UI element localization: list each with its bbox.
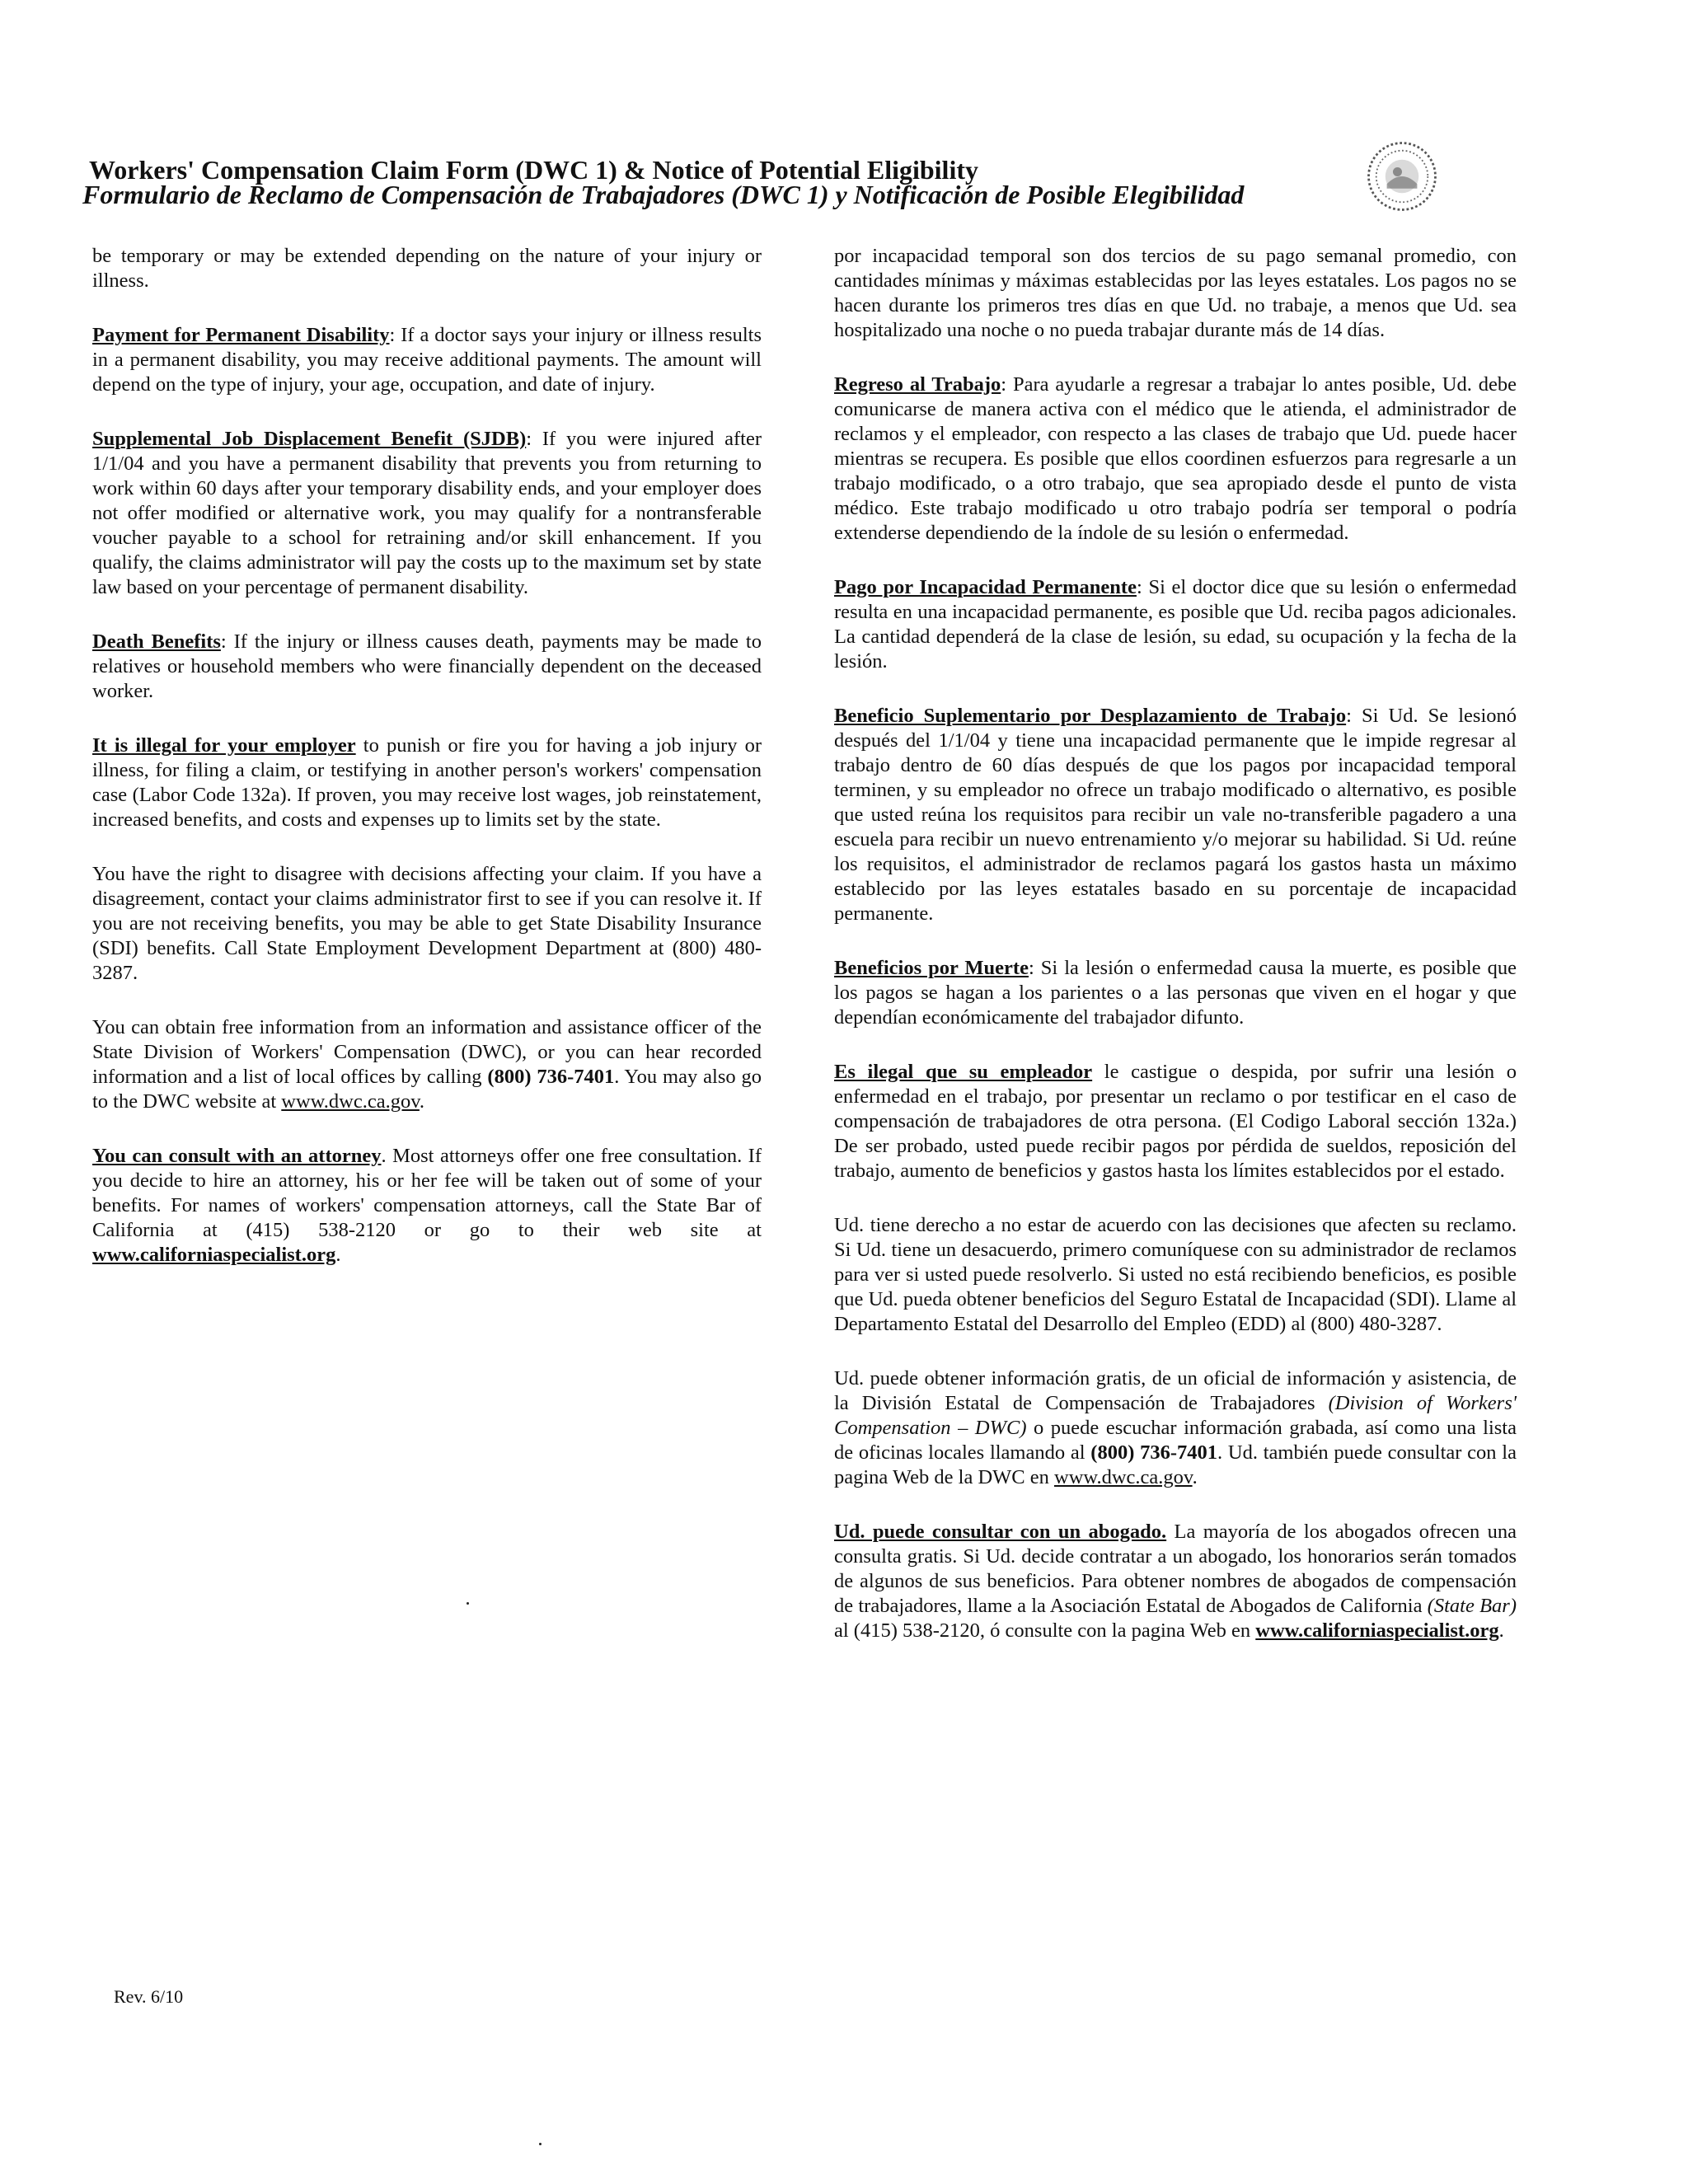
para-pago-incapacidad: Pago por Incapacidad Permanente: Si el doctor dice que su lesión o enfermedad resulta en una incapacidad permanente, es posible que Ud. reciba pagos adicionales. La cantidad dependerá de la clase de lesión, su edad, su ocupación y la fecha de la lesión. — [834, 576, 1517, 673]
heading-beneficio-suplementario: Beneficio Suplementario por Desplazamiento de Trabajo — [834, 705, 1347, 727]
para-beneficios-muerte: Beneficios por Muerte: Si la lesión o enfermedad causa la muerte, es posible que los pagos se hagan a los parientes o a las personas que viven en el hogar y que dependían económicamente del trabajador difunto. — [834, 957, 1517, 1029]
para-free-information: You can obtain free information from an information and assistance officer of the State Division of Workers' Compensation (DWC), or you can hear recorded information and a list of local offices by calling (800) 736-7401. You may also go to the DWC website at www.dwc.ca.gov. — [92, 1016, 762, 1113]
heading-sjdb: Supplemental Job Displacement Benefit (SJDB) — [92, 428, 527, 450]
heading-permanent-disability: Payment for Permanent Disability — [92, 324, 390, 346]
para-sjdb: Supplemental Job Displacement Benefit (SJDB): If you were injured after 1/1/04 and you have a permanent disability that prevents you from returning to work within 60 days after your temporary disability ends, and your employer does not offer modified or alternative work, you may qualify for a nontransferable voucher payable to a school for retraining and/or skill enhancement. If you qualify, the claims administrator will pay the costs up to the maximum set by state law based on your percentage of permanent disability. — [92, 428, 762, 598]
para-es-ilegal: Es ilegal que su empleador le castigue o despida, por sufrir una lesión o enfermedad en el trabajo, por presentar un reclamo o por testificar en el caso de compensación de trabajadores de otra persona. (El Codigo Laboral sección 132a.) De ser probado, usted puede recibir pagos por pérdida de sueldos, reposición del trabajo, aumento de beneficios y gastos hasta los límites establecidos por el estado. — [834, 1061, 1517, 1182]
para-right-to-disagree: You have the right to disagree with decisions affecting your claim. If you have a disagreement, contact your claims administrator first to see if you can resolve it. If you are not receiving benefits, you may be able to get State Disability Insurance (SDI) benefits. Call State Employment Development Department at (800) 480-3287. — [92, 863, 762, 984]
state-seal-icon — [1364, 138, 1440, 214]
scan-speck — [539, 2143, 542, 2145]
heading-consult-attorney: You can consult with an attorney — [92, 1145, 382, 1167]
heading-regreso-trabajo: Regreso al Trabajo — [834, 373, 1001, 396]
link-dwc-website[interactable]: www.dwc.ca.gov — [281, 1090, 420, 1113]
heading-beneficios-muerte: Beneficios por Muerte — [834, 957, 1029, 979]
phone-dwc: (800) 736-7401 — [487, 1066, 615, 1088]
para-incapacidad-temporal-cont: por incapacidad temporal son dos tercios de su pago semanal promedio, con cantidades mínimas y máximas establecidas por las leyes estatales. Los pagos no se hacen durante los primeros tres días en que Ud. no trabaje, a menos que Ud. sea hospitalizado una noche o no pueda trabajar durante más de 14 días. — [834, 245, 1517, 341]
heading-illegal-employer: It is illegal for your employer — [92, 734, 356, 757]
para-consult-attorney: You can consult with an attorney. Most attorneys offer one free consultation. If you decide to hire an attorney, his or her fee will be taken out of some of your benefits. For names of workers' compensation attorneys, call the State Bar of California at (415) 538-2120 or go to their web site at www.californiaspecialist.org. — [92, 1145, 762, 1266]
heading-consultar-abogado: Ud. puede consultar con un abogado. — [834, 1521, 1167, 1543]
heading-death-benefits: Death Benefits — [92, 630, 221, 653]
scan-speck — [467, 1602, 469, 1605]
revision-label: Rev. 6/10 — [114, 1986, 184, 2007]
english-column — [92, 244, 762, 1297]
link-dwc-website-es[interactable]: www.dwc.ca.gov — [1054, 1466, 1193, 1488]
para-derecho-desacuerdo: Ud. tiene derecho a no estar de acuerdo con las decisiones que afecten su reclamo. Si Ud. tiene un desacuerdo, primero comuníquese con su administrador de reclamos para ver si usted puede resolverlo. Si usted no está recibiendo beneficios, es posible que Ud. pueda obtener beneficios del Seguro Estatal de Incapacidad (SDI). Llame al Departamento Estatal del Desarrollo del Empleo (EDD) al (800) 480-3287. — [834, 1214, 1517, 1335]
para-temporary-continued: be temporary or may be extended depending on the nature of your injury or illness. — [92, 245, 762, 292]
spanish-column — [834, 244, 1517, 1673]
heading-es-ilegal: Es ilegal que su empleador — [834, 1061, 1093, 1083]
para-beneficio-suplementario: Beneficio Suplementario por Desplazamiento de Trabajo: Si Ud. Se lesionó después del 1/1/04 y tiene una incapacidad permanente que le impide regresar al trabajo dentro de 60 días después de que los pagos por incapacidad temporal terminen, y su empleador no ofrece un trabajo modificado o alternativo, es posible que usted reúna los requisitos para recibir un vale no-transferible pagadero a una escuela para recibir un nuevo entrenamiento y/o mejorar su habilidad. Si Ud. reúne los requisitos, el administrador de reclamos pagará los gastos hasta un máximo establecido por las leyes estatales basado en su porcentaje de incapacidad permanente. — [834, 705, 1517, 925]
para-permanent-disability: Payment for Permanent Disability: If a doctor says your injury or illness results in a permanent disability, you may receive additional payments. The amount will depend on the type of injury, your age, occupation, and date of injury. — [92, 324, 762, 396]
title-spanish: Formulario de Reclamo de Compensación de Trabajadores (DWC 1) y Notificación de Posible Elegibilidad — [82, 180, 1245, 209]
para-illegal-employer: It is illegal for your employer to punish or fire you for having a job injury or illness, for filing a claim, or testifying in another person's workers' compensation case (Labor Code 132a). If proven, you may receive lost wages, job reinstatement, increased benefits, and costs and expenses up to limits set by the state. — [92, 734, 762, 831]
phone-dwc-es: (800) 736-7401 — [1090, 1441, 1218, 1464]
heading-pago-incapacidad: Pago por Incapacidad Permanente — [834, 576, 1137, 598]
link-californiaspecialist-es[interactable]: www.californiaspecialist.org — [1255, 1619, 1499, 1642]
para-death-benefits: Death Benefits: If the injury or illness causes death, payments may be made to relatives or household members who were financially dependent on the deceased worker. — [92, 630, 762, 702]
title-english: Workers' Compensation Claim Form (DWC 1) & Notice of Potential Eligibility — [89, 155, 978, 185]
para-informacion-gratis: Ud. puede obtener información gratis, de un oficial de información y asistencia, de la División Estatal de Compensación de Trabajadores (Division of Workers' Compensation – DWC) o puede escuchar información grabada, así como una lista de oficinas locales llamando al (800) 736-7401. Ud. también puede consultar con la pagina Web de la DWC en www.dwc.ca.gov. — [834, 1367, 1517, 1488]
para-consultar-abogado: Ud. puede consultar con un abogado. La mayoría de los abogados ofrecen una consulta gratis. Si Ud. decide contratar a un abogado, los honorarios serán tomados de algunos de sus beneficios. Para obtener nombres de abogados de compensación de trabajadores, llame a la Asociación Estatal de Abogados de California (State Bar) al (415) 538-2120, ó consulte con la pagina Web en www.californiaspecialist.org. — [834, 1521, 1517, 1642]
para-regreso-trabajo: Regreso al Trabajo: Para ayudarle a regresar a trabajar lo antes posible, Ud. debe comunicarse de manera activa con el médico que le atienda, el administrador de reclamos y el empleador, con respecto a las clases de trabajo que Ud. puede hacer mientras se recupera. Es posible que ellos coordinen esfuerzos para regresarle a un trabajo modificado, o a otro trabajo, que sea apropiado desde el punto de vista médico. Este trabajo modificado u otro trabajo podría ser temporal o podría extenderse dependiendo de la índole de su lesión o enfermedad. — [834, 373, 1517, 544]
link-californiaspecialist[interactable]: www.californiaspecialist.org — [92, 1244, 336, 1266]
